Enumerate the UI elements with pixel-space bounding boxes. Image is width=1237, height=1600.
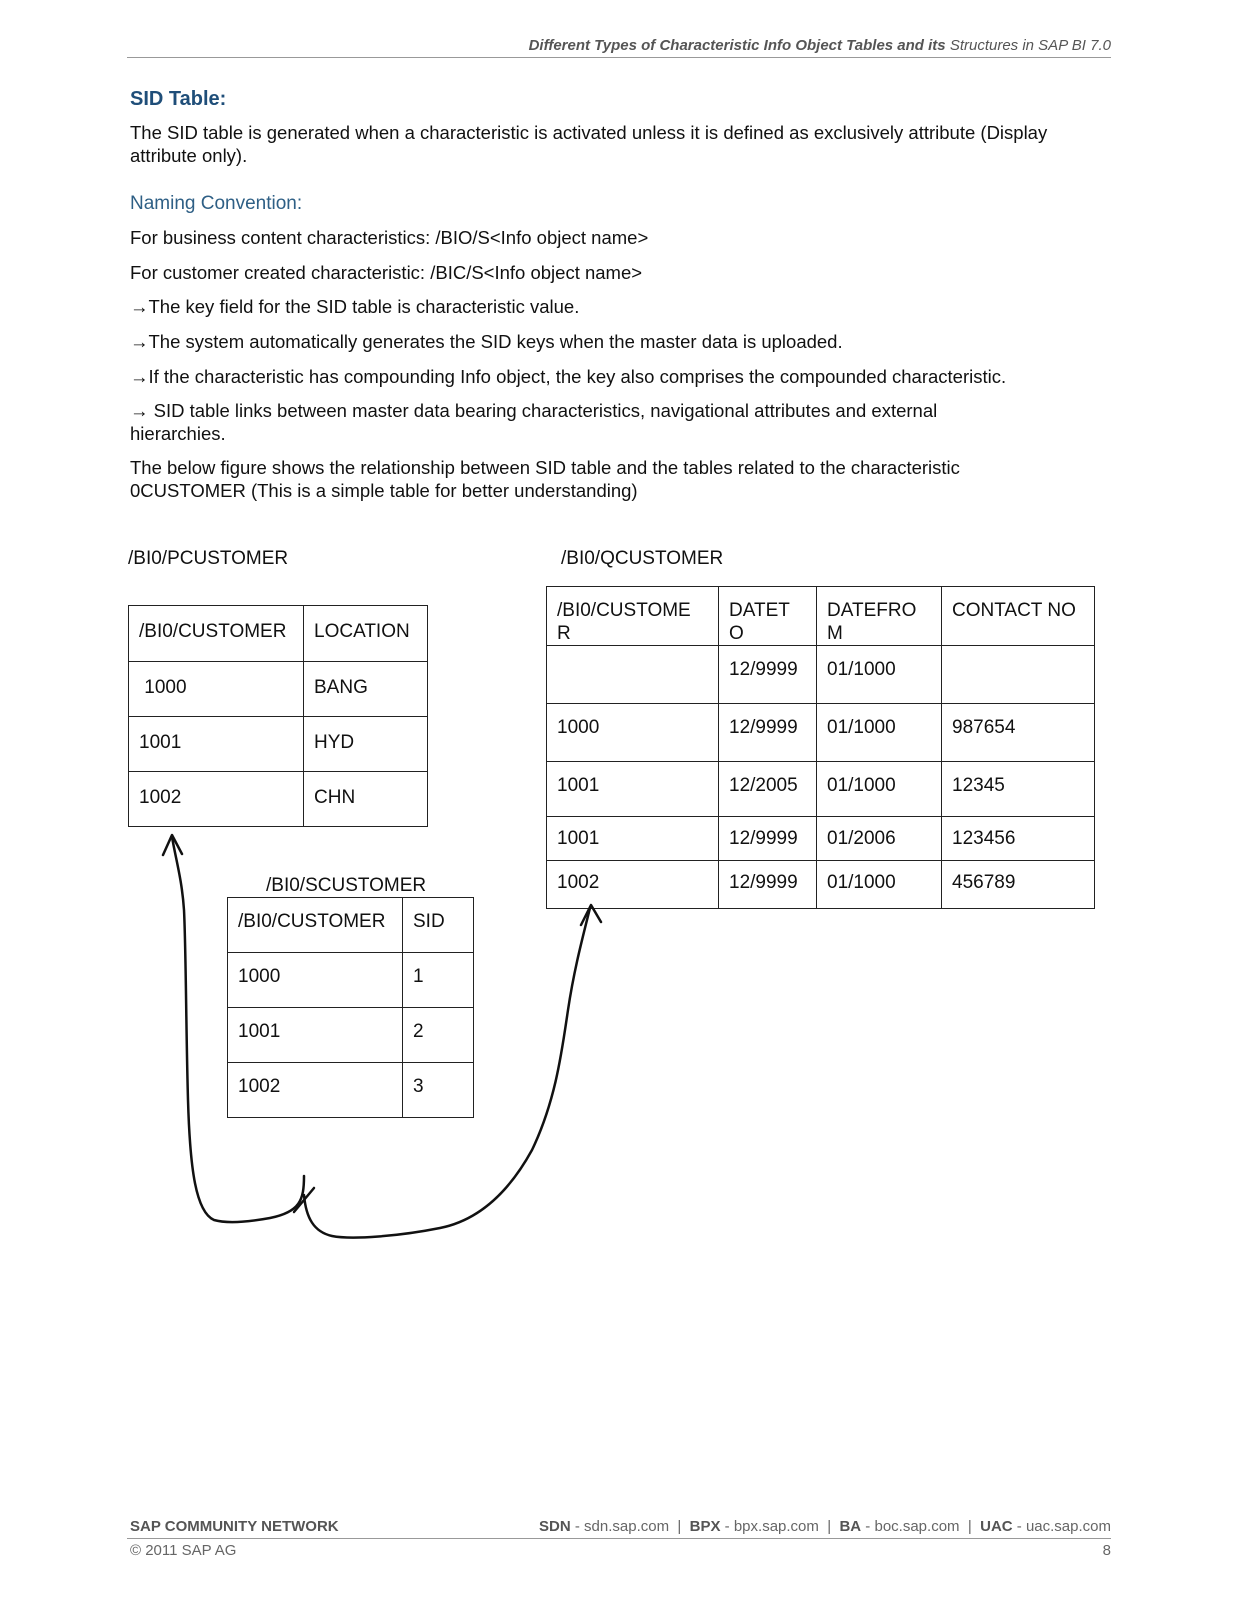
naming-heading: Naming Convention: bbox=[130, 193, 303, 214]
table-cell: 987654 bbox=[942, 704, 1095, 762]
header-bold: Different Types of Characteristic Info Object Tables and its bbox=[528, 37, 946, 54]
footer-network: SAP COMMUNITY NETWORK bbox=[130, 1518, 339, 1535]
table-cell: HYD bbox=[304, 717, 428, 772]
table-header-cell: CONTACT NO bbox=[942, 587, 1095, 646]
table-header-cell: /BI0/CUSTOMER bbox=[228, 898, 403, 953]
table-cell: 12345 bbox=[942, 762, 1095, 817]
footer-divider bbox=[127, 1538, 1111, 1539]
table-cell: 12/2005 bbox=[719, 762, 817, 817]
table-cell: 1001 bbox=[547, 817, 719, 861]
table-cell: 3 bbox=[403, 1063, 474, 1118]
arrow-to-qtable bbox=[304, 908, 590, 1238]
table-cell: 1002 bbox=[129, 772, 304, 827]
footer-copyright: © 2011 SAP AG bbox=[130, 1542, 237, 1559]
footer-link[interactable]: bpx.sap.com bbox=[733, 1518, 819, 1535]
intro-paragraph: The SID table is generated when a characteristic is activated unless it is defined as exclusively attribute (Display attribute only). bbox=[130, 122, 1048, 166]
table-header-cell: DATEFRO M bbox=[817, 587, 942, 646]
footer-link-label: UAC bbox=[980, 1518, 1013, 1535]
footer-link[interactable]: uac.sap.com bbox=[1025, 1518, 1111, 1535]
table-header-cell: /BI0/CUSTOMER bbox=[129, 606, 304, 662]
table-cell: 01/1000 bbox=[817, 861, 942, 909]
table-cell: 1000 bbox=[547, 704, 719, 762]
footer-link-label: SDN bbox=[539, 1518, 571, 1535]
table-cell: 1001 bbox=[228, 1008, 403, 1063]
table-cell: 01/1000 bbox=[817, 762, 942, 817]
bullet-4: → SID table links between master data bearing characteristics, navigational attributes and external hierarchies. bbox=[130, 400, 938, 444]
table-cell: 2 bbox=[403, 1008, 474, 1063]
qtable-name: /BI0/QCUSTOMER bbox=[561, 548, 724, 569]
table-cell: 1001 bbox=[129, 717, 304, 772]
footer-link[interactable]: boc.sap.com bbox=[874, 1518, 960, 1535]
table-cell: 01/1000 bbox=[817, 646, 942, 704]
table-header-cell: LOCATION bbox=[304, 606, 428, 662]
footer-link-label: BPX bbox=[689, 1518, 721, 1535]
table-cell: 123456 bbox=[942, 817, 1095, 861]
footer-link[interactable]: sdn.sap.com bbox=[584, 1518, 670, 1535]
table-cell: 12/9999 bbox=[719, 646, 817, 704]
table-cell: 1002 bbox=[547, 861, 719, 909]
footer-links: SDN - sdn.sap.com | BPX - bpx.sap.com | BA - boc.sap.com | UAC - uac.sap.com bbox=[539, 1518, 1111, 1535]
table-header-cell: DATET O bbox=[719, 587, 817, 646]
table-header-cell: SID bbox=[403, 898, 474, 953]
business-content-line: For business content characteristics: /BIO/S<Info object name> bbox=[130, 227, 649, 248]
table-cell: 01/1000 bbox=[817, 704, 942, 762]
figure-intro: The below figure shows the relationship between SID table and the tables related to the characteristic 0CUSTOMER (This is a simple table for better understanding) bbox=[130, 457, 960, 501]
stable-name: /BI0/SCUSTOMER bbox=[266, 875, 427, 896]
table-cell: CHN bbox=[304, 772, 428, 827]
table-cell: 1001 bbox=[547, 762, 719, 817]
ptable-name: /BI0/PCUSTOMER bbox=[128, 548, 289, 569]
bullet-1: →The key field for the SID table is characteristic value. bbox=[130, 296, 580, 317]
table-cell: 12/9999 bbox=[719, 704, 817, 762]
table-cell: 1000 bbox=[228, 953, 403, 1008]
table-cell: 1002 bbox=[228, 1063, 403, 1118]
table-header-cell: /BI0/CUSTOME R bbox=[547, 587, 719, 646]
bullet-2: →The system automatically generates the SID keys when the master data is uploaded. bbox=[130, 331, 843, 352]
table-cell: BANG bbox=[304, 662, 428, 717]
bullet-3: →If the characteristic has compounding Info object, the key also comprises the compounded characteristic. bbox=[130, 366, 1007, 387]
page-number: 8 bbox=[1102, 1542, 1111, 1559]
table-cell: 12/9999 bbox=[719, 861, 817, 909]
customer-created-line: For customer created characteristic: /BIC/S<Info object name> bbox=[130, 262, 643, 283]
table-cell: 12/9999 bbox=[719, 817, 817, 861]
footer-link-label: BA bbox=[839, 1518, 862, 1535]
table-cell: 01/2006 bbox=[817, 817, 942, 861]
table-cell: 456789 bbox=[942, 861, 1095, 909]
arrow-to-ptable bbox=[172, 837, 304, 1222]
header-normal: Structures in SAP BI 7.0 bbox=[949, 37, 1111, 54]
table-cell: 1 bbox=[403, 953, 474, 1008]
section-title: SID Table: bbox=[130, 88, 227, 110]
table-cell: 1000 bbox=[129, 662, 304, 717]
